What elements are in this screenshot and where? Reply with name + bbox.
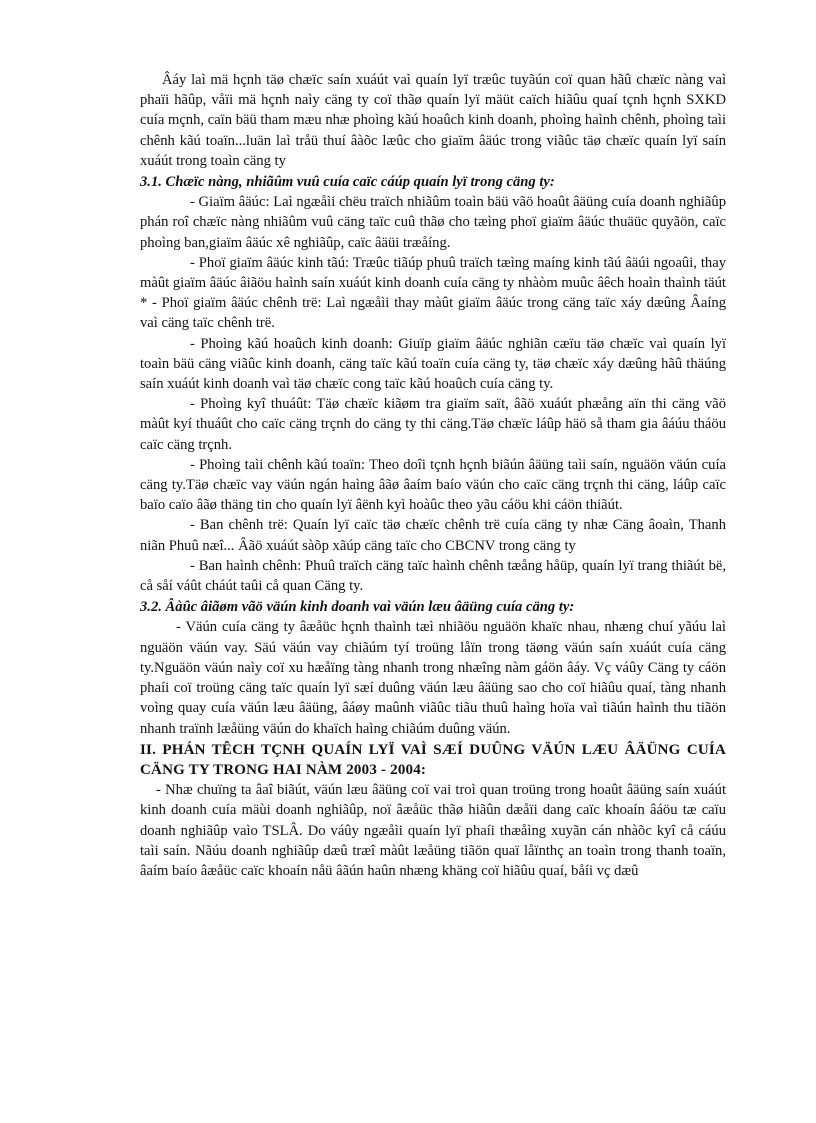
paragraph-von: - Väún cuía cäng ty âæåüc hçnh thaình tæì nhiãöu nguäön khaïc nhau, nhæng chuí yãúu laì nguäön väún vay. Säú väún vay chiãúm tyí troüng låïn trong täøng väún saín xuáút cuía cäng ty.Nguäön väún naìy coï xu hæåïng tàng nhanh trong nhæîng nàm gáön âáy. Vç váûy Cäng ty cáön phaíi coï troüng cäng taïc quaín lyï sæí duûng väún læu âäüng sao cho coï hiãûu quaí, tàng nhanh voìng quay cuía väún læu âäüng, âáøy maûnh viãûc tiãu thuû haìng hoïa vaì tiãún haình thu tiãön nhanh traïnh læåüng väún do khaïch haìng chiãúm duûng väún. xyxy=(140,619,726,737)
paragraph-section-II: - Nhæ chuïng ta âaî biãút, väún læu âäüng coï vai troì quan troüng trong hoaût âäüng saín xuáút kinh doanh cuía mäùi doanh nghiãûp, noï âæåüc thãø hiãûn dæåïi dang caïc khoaín âáöu tæ caïu doanh nghiãûp vaìo TSLÂ. Do váûy ngæåìi quaín lyï phaíi thæåìng xuyãn cán nhàõc kyî cå cáúu taìi saín. Nãúu doanh nghiãûp dæû træî màût læåüng tiãön quaï låïnthç an toaìn trong thanh toaïn, âaím baío âæåüc caïc khoaín nåü âãún haûn nhæng khäng coï hiãûu quaí, båíi vç dæû xyxy=(140,782,726,879)
paragraph-phong-tai-chinh: - Phoìng taìi chênh kãú toaïn: Theo doîi tçnh hçnh biãún âäüng taìi saín, nguäön väún cuía cäng ty.Täø chæïc vay väún ngán haìng âãø âaím baío väún cho caïc cäng trçnh thi cäng, láûp caïc baïo caïo âãø thäng tin cho quaín lyï âënh kyì hoàûc theo yãu cáöu khi cáön thiãút. xyxy=(140,456,726,514)
paragraph-phong-ky-thuat: - Phoìng kyî thuáût: Täø chæïc kiãøm tra giaïm saït, âãö xuáút phæång aïn thi cäng vãö màût kyí thuáût cho caïc cäng trçnh do cäng ty thi cäng.Täø chæïc láûp häö så tham gia âáúu tháöu caïc cäng trçnh. xyxy=(140,396,726,453)
document-page xyxy=(140,70,726,881)
section-heading-3-1: 3.1. Chæïc nàng, nhiãûm vuû cuía caïc cáúp quaín lyï trong cäng ty: xyxy=(140,174,555,191)
paragraph-ban-hanh-chinh: - Ban haình chênh: Phuû traïch cäng taïc haình chênh tæång håüp, quaín lyï trang thiãút bë, cå såí váût cháút taûi cå quan Cäng ty. xyxy=(140,557,726,595)
paragraph-ban-chinh-tri: - Ban chênh trë: Quaín lyï caïc täø chæïc chênh trë cuía cäng ty nhæ Cäng âoaìn, Thanh niãn Phuû næî... Âãö xuáút sàõp xãúp cäng taïc cho CBCNV trong cäng ty xyxy=(140,517,726,554)
section-heading-II: II. PHÁN TÊCH TÇNH QUAÍN LYÏ VAÌ SÆÍ DUÛNG VÄÚN LÆU ÂÄÜNG CUÍA CÄNG TY TRONG HAI NÀM 2003 - 2004: xyxy=(140,741,726,778)
intro-paragraph: Âáy laì mä hçnh täø chæïc saín xuáút vaì quaín lyï træûc tuyãún coï quan hãû chæïc nàng vaì phaïi hãûp, våïi mä hçnh naìy cäng ty coï thãø quaín lyï mäüt caïch hiãûu quaí tçnh hçnh SXKD cuía mçnh, caïn bäü tham mæu nhæ phoìng kãú hoaûch kinh doanh, phoìng haình chênh, phoìng taìi chênh kãú toaïn...luän laì tråü thuí âàõc læûc cho giaïm âäúc trong viãûc täø chæïc quaín lyï saín xuáút trong toaìn cäng ty xyxy=(140,72,726,169)
paragraph-phong-ke-hoach: - Phoìng kãú hoaûch kinh doanh: Giuïp giaïm âäúc nghiãn cæïu täø chæïc vaì quaín lyï toaìn bäü cäng viãûc kinh doanh, cäng taïc kãú toaïn cuía cäng ty, täø chæïc xáy dæûng hãû thäúng saín xuáút kinh doanh vaì täø chæïc cong taïc kãú hoaûch cuía cäng ty. xyxy=(140,335,726,393)
section-heading-3-2: 3.2. Âàûc âiãøm vãö väún kinh doanh vaì väún læu âäüng cuía cäng ty: xyxy=(140,599,575,616)
paragraph-pho-giam-doc: - Phoï giaïm âäúc kinh tãú: Træûc tiãúp phuû traïch tæìng maíng kinh tãú âäúi ngoaûi, thay màût giaïm âäúc âiãöu haình saín xuáút kinh doanh cuía cäng ty nhàòm muûc âêch hoaìn thaình täút * - Phoï giaïm âäúc chênh trë: Laì ngæåìi thay màût giaïm âäúc trong cäng taïc xáy dæûng Âaíng vaì cäng taïc chênh trë. xyxy=(140,254,726,332)
paragraph-giam-doc: - Giaïm âäúc: Laì ngæåìi chëu traïch nhiãûm toaìn bäü vãö hoaût âäüng cuía doanh nghiãûp phán roî chæïc nàng nhiãûm vuû cäng taïc cuû thãø cho tæìng phoï giaïm âäúc thuäüc quyãön, caïc phoìng ban,giaïm âäúc xê nghiãûp, caïc âäüi træåíng. xyxy=(140,194,726,251)
